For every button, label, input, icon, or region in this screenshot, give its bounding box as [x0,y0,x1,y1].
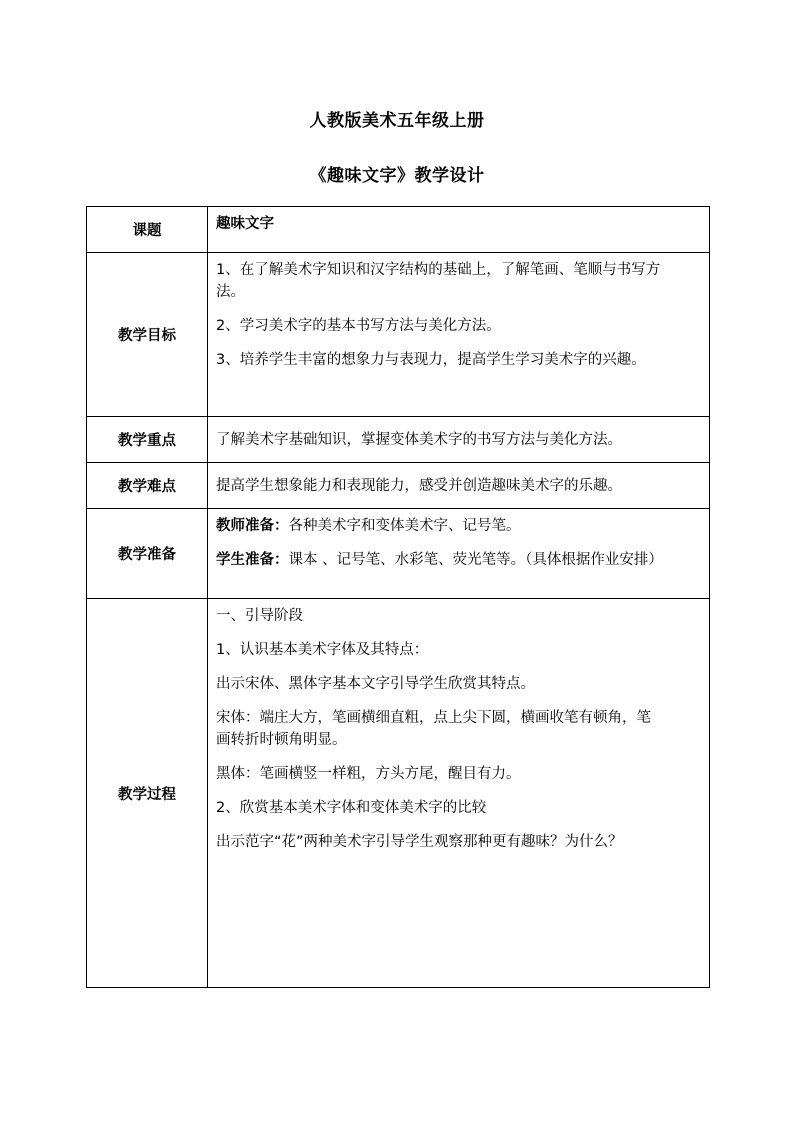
process-label: 教学过程 [87,599,208,988]
process-line: 出示范字“花”两种美术字引导学生观察那种更有趣味？为什么？ [216,834,623,850]
row-key-points [87,417,710,463]
process-line: 黑体：笔画横竖一样粗，方头方尾，醒目有力。 [216,766,521,782]
topic-value: 趣味文字 [216,216,274,232]
student-preparation-label: 学生准备： [216,552,289,568]
process-line: 一、引导阶段 [216,608,303,624]
row-topic [87,207,710,253]
process-line: 出示宋体、黑体字基本文字引导学生欣赏其特点。 [216,676,535,692]
key-points-cell [208,417,710,463]
difficulties-value: 提高学生想象能力和表现能力，感受并创造趣味美术字的乐趣。 [216,477,622,494]
goal-item: 3、培养学生丰富的想象力与表现力，提高学生学习美术字的兴趣。 [216,352,646,368]
row-difficulties [87,463,710,509]
document-subtitle: 《趣味文字》教学设计 [309,166,485,186]
key-points-value: 了解美术字基础知识，掌握变体美术字的书写方法与美化方法。 [216,431,622,448]
preparation-cell [208,509,710,599]
process-line: 1、认识基本美术字体及其特点： [216,642,429,658]
row-process [87,599,710,988]
difficulties-label: 教学难点 [87,463,208,509]
teacher-preparation-label: 教师准备： [216,518,289,534]
document-title: 人教版美术五年级上册 [309,111,485,131]
teacher-preparation [216,515,701,537]
goals-cell [208,253,710,417]
lesson-plan-table [86,206,710,988]
student-preparation [216,549,701,571]
goal-item: 法。 [216,284,245,300]
preparation-label: 教学准备 [87,509,208,599]
difficulties-cell [208,463,710,509]
row-goals [87,253,710,417]
topic-label: 课题 [87,207,208,253]
goal-item: 1、在了解美术字知识和汉字结构的基础上，了解笔画、笔顺与书写方 [216,262,661,278]
process-line: 宋体：端庄大方，笔画横细直粗，点上尖下圆，横画收笔有顿角，笔 [216,710,651,726]
key-points-label: 教学重点 [87,417,208,463]
goals-label: 教学目标 [87,253,208,417]
process-cell [208,599,710,988]
student-preparation-value: 课本 、记号笔、水彩笔、荧光笔等。（具体根据作业安排） [288,552,663,568]
topic-cell [208,207,710,253]
process-line: 画转折时顿角明显。 [216,732,347,748]
process-line: 2、欣赏基本美术字体和变体美术字的比较 [216,800,487,816]
goal-item: 2、学习美术字的基本书写方法与美化方法。 [216,318,501,334]
teacher-preparation-value: 各种美术字和变体美术字、记号笔。 [288,518,521,534]
row-preparation [87,509,710,599]
